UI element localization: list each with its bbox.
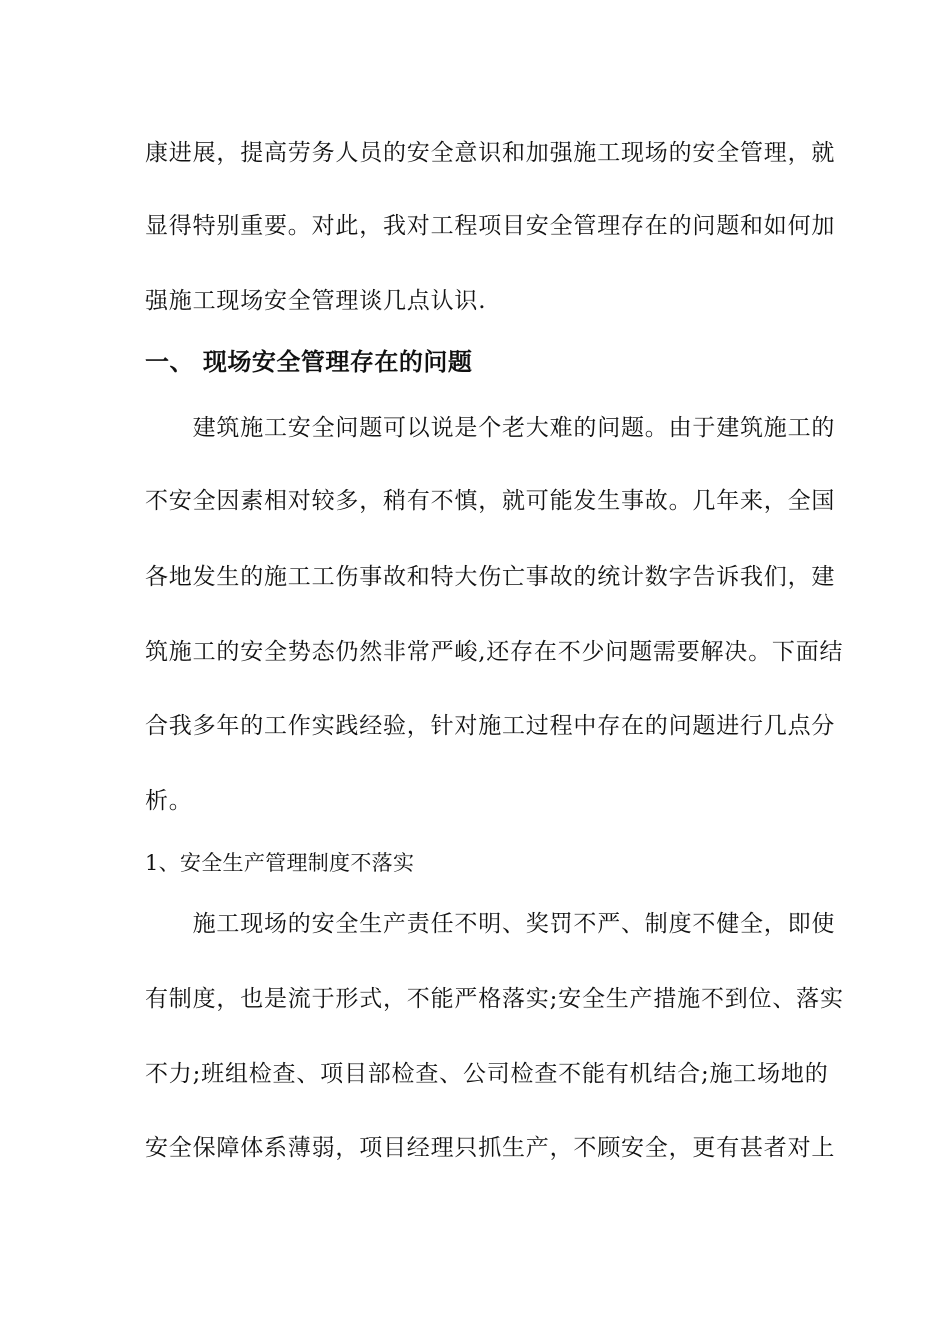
paragraph2-line-2: 有制度，也是流于形式，不能严格落实;安全生产措施不到位、落实: [145, 986, 844, 1012]
paragraph2-line-4: 安全保障体系薄弱，项目经理只抓生产，不顾安全，更有甚者对上: [145, 1135, 836, 1161]
paragraph2-line-1: 施工现场的安全生产责任不明、奖罚不严、制度不健全，即使: [145, 911, 836, 937]
paragraph1-line-4: 筑施工的安全势态仍然非常严峻,还存在不少问题需要解决。下面结: [145, 639, 844, 665]
intro-line-1: 康进展，提高劳务人员的安全意识和加强施工现场的安全管理，就: [145, 140, 836, 166]
subsection-heading: 1、安全生产管理制度不落实: [145, 851, 415, 875]
paragraph1-line-5: 合我多年的工作实践经验，针对施工过程中存在的问题进行几点分: [145, 713, 836, 739]
paragraph1-line-6: 析。: [145, 788, 193, 814]
paragraph1-line-3: 各地发生的施工工伤事故和特大伤亡事故的统计数字告诉我们，建: [145, 564, 836, 590]
intro-line-3: 强施工现场安全管理谈几点认识.: [145, 288, 487, 314]
paragraph1-line-1: 建筑施工安全问题可以说是个老大难的问题。由于建筑施工的: [145, 415, 836, 441]
section-heading: 一、 现场安全管理存在的问题: [145, 347, 473, 376]
intro-line-2: 显得特别重要。对此，我对工程项目安全管理存在的问题和如何加: [145, 213, 836, 239]
paragraph1-line-2: 不安全因素相对较多，稍有不慎，就可能发生事故。几年来，全国: [145, 488, 836, 514]
paragraph2-line-3: 不力;班组检查、项目部检查、公司检查不能有机结合;施工场地的: [145, 1061, 829, 1087]
